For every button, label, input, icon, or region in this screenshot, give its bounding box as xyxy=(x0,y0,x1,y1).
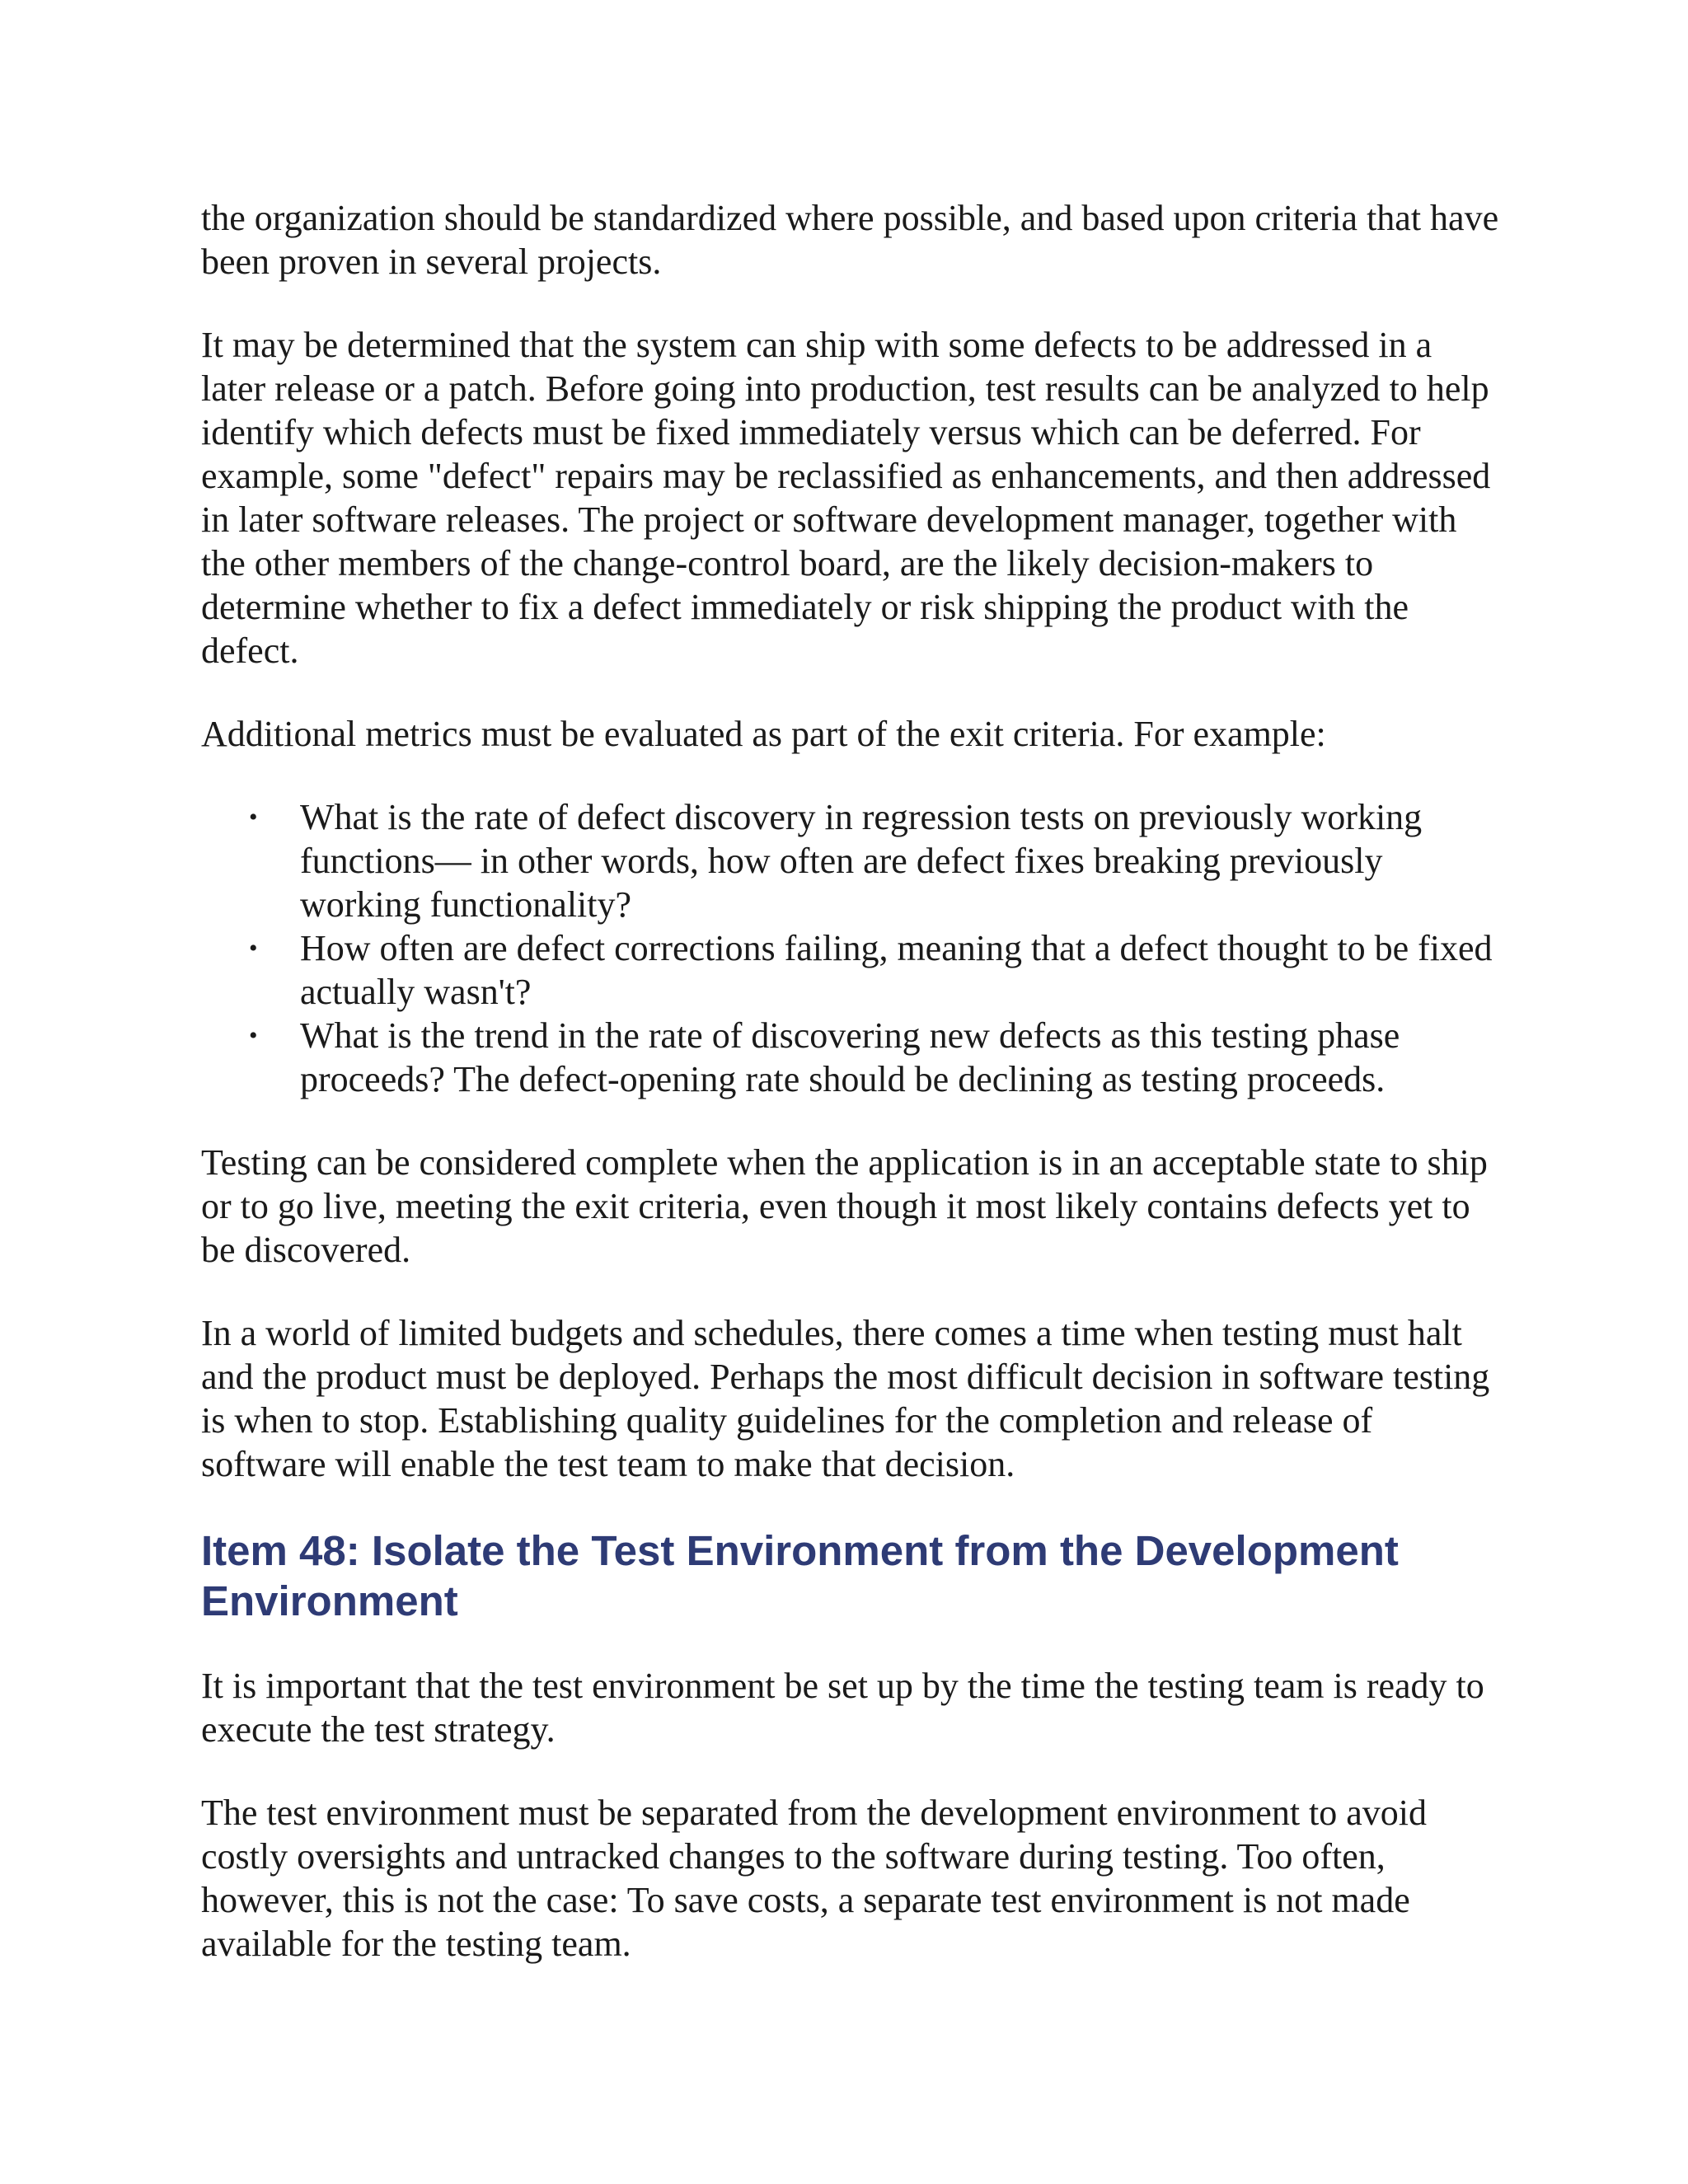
document-page xyxy=(201,196,1503,2005)
list-item xyxy=(201,795,1503,926)
exit-criteria-metrics-list xyxy=(201,795,1503,1101)
paragraph-ship-with-defects: It may be determined that the system can ship with some defects to be addressed in a later release or a patch. Before going into production, test results can be analyzed to help identify which defects must be fixed immediately versus which can be deferred. For example, some "defect" repairs may be reclassified as enhancements, and then addressed in later software releases. The project or software development manager, together with the other members of the change-control board, are the likely decision-makers to determine whether to fix a defect immediately or risk shipping the product with the defect. xyxy=(201,325,1491,671)
list-item xyxy=(201,1014,1503,1101)
list-item-text: What is the rate of defect discovery in regression tests on previously working functions— in other words, how often are defect fixes breaking previously working functionality? xyxy=(300,797,1423,925)
paragraph-limited-budgets: In a world of limited budgets and schedules, there comes a time when testing must halt and the product must be deployed. Perhaps the most difficult decision in software testing is when to stop. Establishing quality guidelines for the completion and release of software will enable the test team to make that decision. xyxy=(201,1313,1490,1484)
paragraph-testing-complete: Testing can be considered complete when the application is in an acceptable state to ship or to go live, meeting the exit criteria, even though it most likely contains defects yet to be discovered. xyxy=(201,1142,1488,1270)
paragraph-standardized-criteria: the organization should be standardized where possible, and based upon criteria that have been proven in several projects. xyxy=(201,198,1499,282)
section-heading-item-48: Item 48: Isolate the Test Environment from the Development Environment xyxy=(201,1527,1399,1624)
bullet-icon: • xyxy=(249,804,258,831)
list-item-text: How often are defect corrections failing, meaning that a defect thought to be fixed actually wasn't? xyxy=(300,928,1493,1012)
bullet-icon: • xyxy=(249,1022,258,1049)
bullet-icon: • xyxy=(249,935,258,962)
paragraph-separate-environments: The test environment must be separated from the development environment to avoid costly oversights and untracked changes to the software during testing. Too often, however, this is not the case: To save costs, a separate test environment is not made available for the testing team. xyxy=(201,1793,1428,1964)
paragraph-additional-metrics: Additional metrics must be evaluated as part of the exit criteria. For example: xyxy=(201,714,1326,754)
list-item-text: What is the trend in the rate of discovering new defects as this testing phase proceeds? The defect-opening rate should be declining as testing proceeds. xyxy=(300,1015,1400,1099)
list-item xyxy=(201,926,1503,1014)
paragraph-test-environment-setup: It is important that the test environment be set up by the time the testing team is ready to execute the test strategy. xyxy=(201,1666,1484,1750)
